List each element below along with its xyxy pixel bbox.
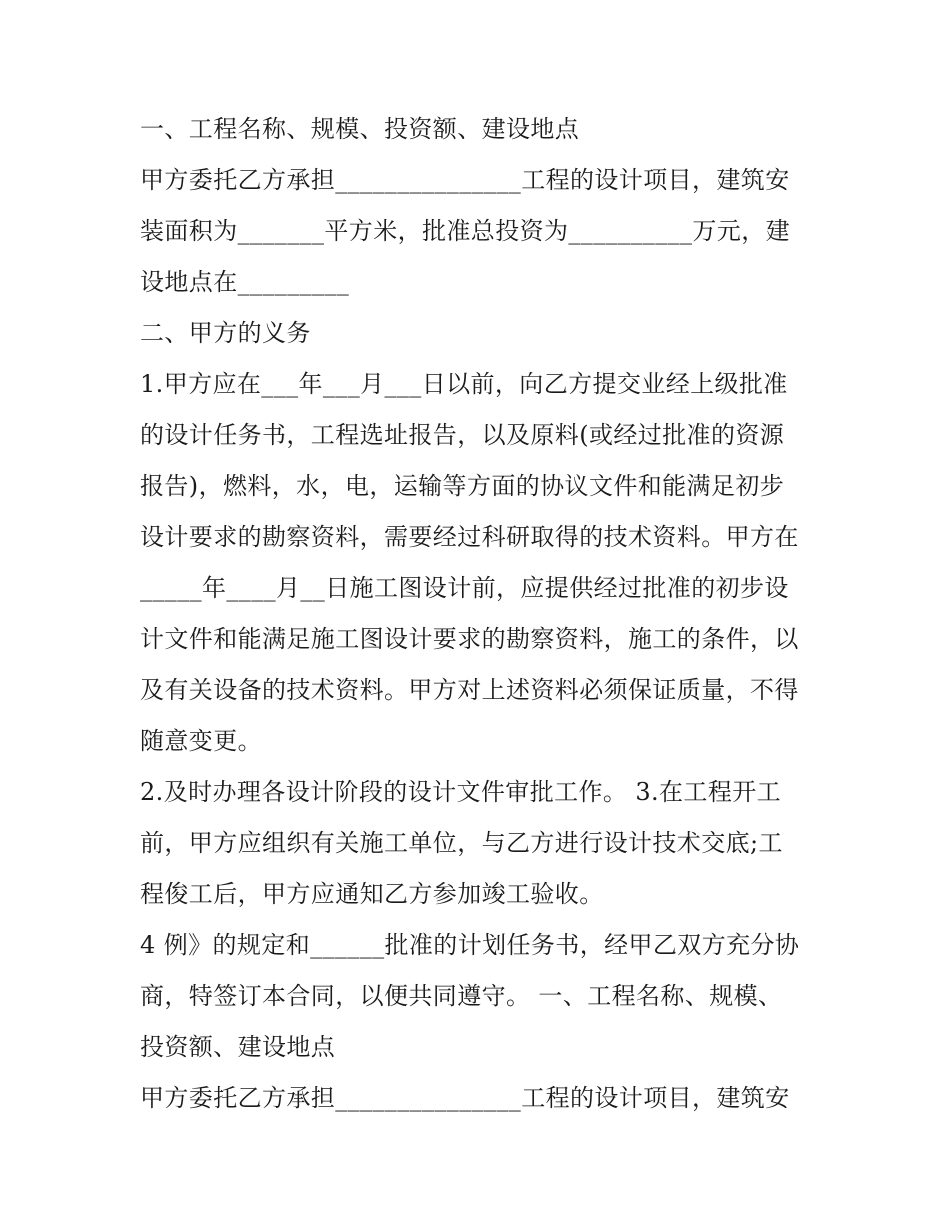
text-line: 2.及时办理各设计阶段的设计文件审批工作。 3.在工程开工 <box>140 778 782 806</box>
text-line: _____年____月__日施工图设计前，应提供经过批准的初步设 <box>140 574 789 602</box>
text-line: 设计要求的勘察资料，需要经过科研取得的技术资料。甲方在 <box>140 523 799 551</box>
text-line: 甲方委托乙方承担_______________工程的设计项目，建筑安 <box>140 1084 790 1112</box>
text-line: 1.甲方应在___年___月___日以前，向乙方提交业经上级批准 <box>140 370 788 398</box>
text-line: 设地点在_________ <box>140 268 350 296</box>
text-line: 报告)，燃料，水，电，运输等方面的协议文件和能满足初步 <box>140 472 785 500</box>
text-line: 商，特签订本合同，以便共同遵守。 一、工程名称、规模、 <box>140 982 783 1010</box>
text-line: 的设计任务书，工程选址报告，以及原料(或经过批准的资源 <box>140 421 785 449</box>
text-line: 甲方委托乙方承担_______________工程的设计项目，建筑安 <box>140 166 790 194</box>
section-heading-project-info: 一、工程名称、规模、投资额、建设地点 <box>140 115 580 143</box>
text-line: 4 例》的规定和______批准的计划任务书，经甲乙双方充分协 <box>140 931 800 959</box>
text-line: 随意变更。 <box>140 727 262 755</box>
text-line: 及有关设备的技术资料。甲方对上述资料必须保证质量，不得 <box>140 676 799 704</box>
text-line: 计文件和能满足施工图设计要求的勘察资料，施工的条件，以 <box>140 625 799 653</box>
text-line: 投资额、建设地点 <box>140 1033 336 1061</box>
text-line: 前，甲方应组织有关施工单位，与乙方进行设计技术交底;工 <box>140 829 783 857</box>
section-heading-party-a-obligations: 二、甲方的义务 <box>140 319 311 347</box>
text-line: 装面积为_______平方米，批准总投资为__________万元，建 <box>140 217 790 245</box>
text-line: 程俊工后，甲方应通知乙方参加竣工验收。 <box>140 880 604 908</box>
